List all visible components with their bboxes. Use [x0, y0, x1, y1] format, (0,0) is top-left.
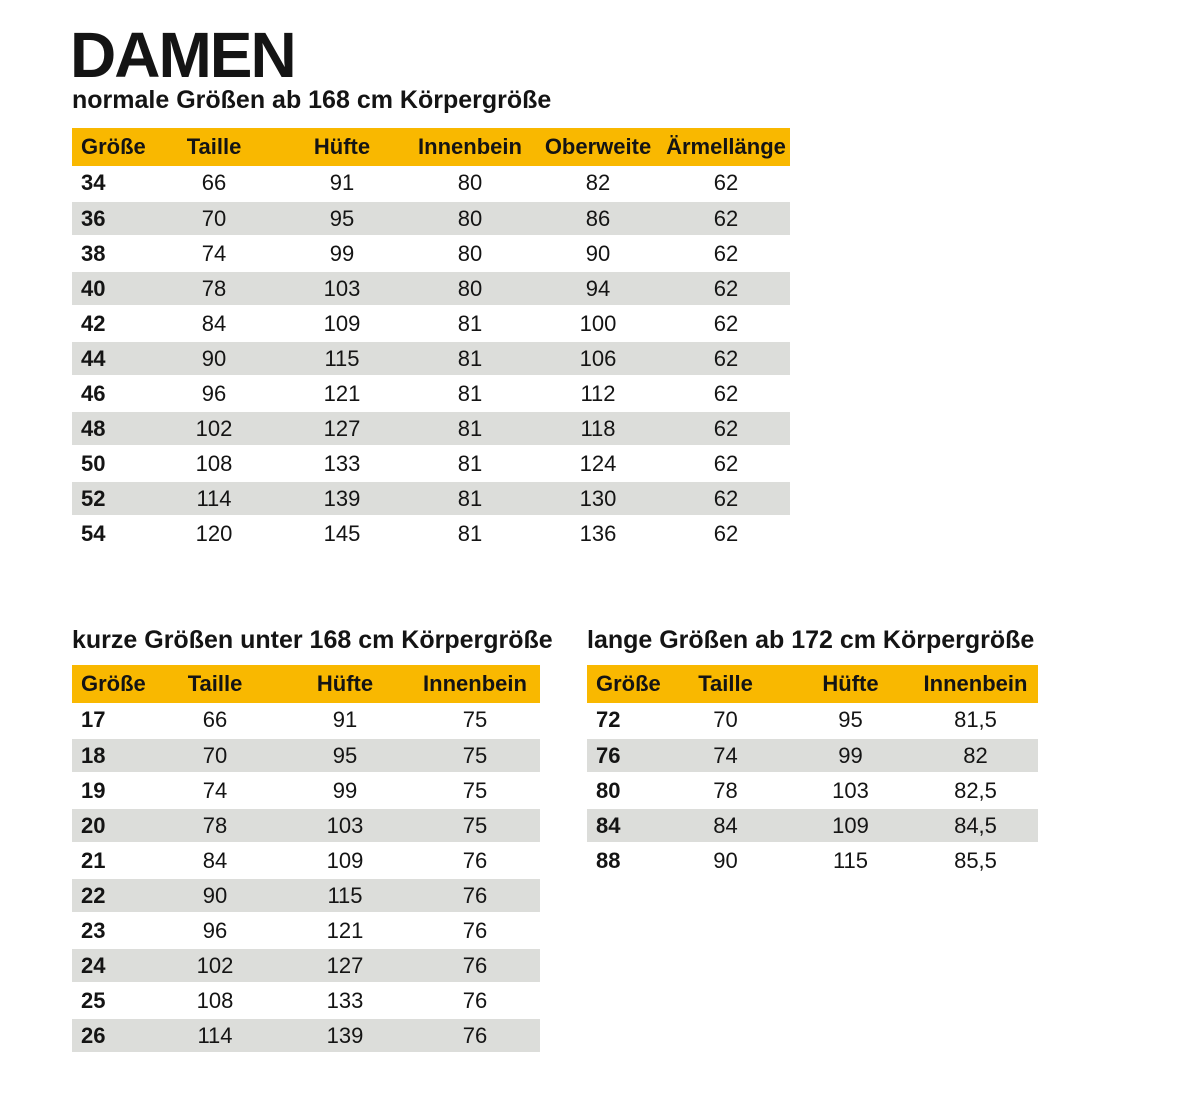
table-header-short: [72, 665, 540, 703]
column-header: Taille: [150, 665, 280, 703]
size-cell: 17: [81, 707, 106, 732]
value-cell: 62: [662, 271, 790, 306]
column-header: Größe: [72, 665, 150, 703]
table-row: [72, 306, 790, 341]
column-header: Taille: [150, 128, 278, 166]
table-row: [587, 738, 1038, 773]
column-header: Innenbein: [913, 665, 1038, 703]
size-cell: 88: [596, 847, 621, 873]
header-row: [72, 128, 790, 166]
column-header: Hüfte: [788, 665, 913, 703]
column-header: Hüfte: [280, 665, 410, 703]
value-cell: 82,5: [954, 777, 997, 803]
value-cell: 62: [713, 380, 739, 406]
value-cell: 95: [280, 738, 410, 773]
value-cell: 90: [713, 847, 738, 873]
value-cell: 66: [202, 707, 228, 732]
table-row: [72, 1018, 540, 1053]
value-cell: 62: [713, 450, 739, 476]
header-row: [587, 665, 1038, 703]
size-cell: 23: [81, 917, 106, 943]
column-header: Taille: [663, 665, 788, 703]
size-table-normal: [72, 128, 790, 552]
size-cell: 80: [596, 777, 621, 803]
table-row: [72, 446, 790, 481]
value-cell: 145: [323, 520, 361, 546]
size-cell: 21: [81, 847, 106, 873]
size-cell: 50: [81, 450, 106, 476]
value-cell: 109: [788, 808, 913, 843]
value-cell: 95: [278, 201, 406, 236]
value-cell: 127: [280, 948, 410, 983]
table-row: [72, 481, 790, 516]
value-cell: 76: [410, 1018, 540, 1053]
page-title: DAMEN: [70, 19, 295, 91]
table-row: [72, 411, 790, 446]
value-cell: 118: [534, 411, 662, 446]
size-cell: 42: [81, 310, 106, 336]
value-cell: 76: [462, 847, 488, 873]
table-row: [587, 773, 1038, 808]
table-row: [587, 843, 1038, 878]
value-cell: 90: [150, 341, 278, 376]
value-cell: 121: [323, 380, 361, 406]
value-cell: 90: [150, 878, 280, 913]
value-cell: 106: [534, 341, 662, 376]
value-cell: 74: [202, 777, 228, 803]
value-cell: 99: [788, 738, 913, 773]
value-cell: 78: [713, 777, 738, 803]
value-cell: 66: [201, 170, 227, 195]
value-cell: 99: [332, 777, 358, 803]
value-cell: 62: [662, 481, 790, 516]
table-row: [587, 703, 1038, 738]
table-body-long: [587, 703, 1038, 878]
size-cell: 38: [81, 240, 106, 266]
value-cell: 75: [410, 738, 540, 773]
value-cell: 81: [457, 450, 483, 476]
value-cell: 81,5: [954, 707, 997, 732]
value-cell: 103: [832, 777, 869, 803]
size-cell: 52: [72, 481, 150, 516]
value-cell: 108: [195, 450, 233, 476]
size-cell: 76: [587, 738, 663, 773]
value-cell: 115: [278, 341, 406, 376]
column-header: Größe: [72, 128, 150, 166]
value-cell: 108: [196, 987, 234, 1013]
value-cell: 81: [406, 481, 534, 516]
size-cell: 44: [72, 341, 150, 376]
size-cell: 84: [587, 808, 663, 843]
value-cell: 91: [332, 707, 358, 732]
value-cell: 136: [579, 520, 617, 546]
value-cell: 86: [534, 201, 662, 236]
size-cell: 19: [81, 777, 106, 803]
column-header: Innenbein: [406, 128, 534, 166]
value-cell: 62: [713, 310, 739, 336]
value-cell: 102: [150, 948, 280, 983]
size-cell: 46: [81, 380, 106, 406]
table-row: [72, 738, 540, 773]
value-cell: 80: [406, 201, 534, 236]
table-header-long: [587, 665, 1038, 703]
value-cell: 62: [662, 201, 790, 236]
value-cell: 121: [326, 917, 364, 943]
value-cell: 76: [462, 917, 488, 943]
value-cell: 100: [579, 310, 617, 336]
table-row: [72, 236, 790, 271]
table-row: [72, 878, 540, 913]
value-cell: 80: [406, 271, 534, 306]
value-cell: 99: [329, 240, 355, 266]
value-cell: 133: [326, 987, 364, 1013]
table-row: [72, 703, 540, 738]
value-cell: 90: [585, 240, 611, 266]
value-cell: 78: [150, 808, 280, 843]
size-cell: 18: [72, 738, 150, 773]
value-cell: 112: [580, 380, 616, 406]
size-cell: 36: [72, 201, 150, 236]
value-cell: 91: [329, 170, 355, 195]
value-cell: 80: [457, 170, 483, 195]
size-cell: 34: [81, 170, 106, 195]
value-cell: 81: [457, 380, 483, 406]
value-cell: 127: [278, 411, 406, 446]
value-cell: 82: [913, 738, 1038, 773]
size-cell: 26: [72, 1018, 150, 1053]
value-cell: 75: [462, 777, 488, 803]
value-cell: 102: [150, 411, 278, 446]
value-cell: 78: [150, 271, 278, 306]
table-row: [72, 271, 790, 306]
value-cell: 62: [713, 240, 739, 266]
table-row: [72, 773, 540, 808]
value-cell: 62: [713, 520, 739, 546]
size-cell: 72: [596, 707, 621, 732]
value-cell: 62: [713, 170, 739, 195]
value-cell: 76: [410, 948, 540, 983]
table-row: [72, 983, 540, 1018]
column-header: Größe: [587, 665, 663, 703]
table-row: [72, 166, 790, 201]
value-cell: 109: [326, 847, 364, 873]
value-cell: 114: [150, 481, 278, 516]
size-table-short: [72, 665, 540, 1054]
value-cell: 85,5: [954, 847, 997, 873]
value-cell: 62: [662, 411, 790, 446]
table-row: [587, 808, 1038, 843]
value-cell: 81: [406, 411, 534, 446]
table-row: [72, 913, 540, 948]
value-cell: 74: [663, 738, 788, 773]
subtitle-short-sizes: kurze Größen unter 168 cm Körpergröße: [72, 626, 553, 654]
value-cell: 133: [323, 450, 361, 476]
table-row: [72, 201, 790, 236]
column-header: Hüfte: [278, 128, 406, 166]
column-header: Oberweite: [534, 128, 662, 166]
column-header: Innenbein: [410, 665, 540, 703]
value-cell: 95: [838, 707, 863, 732]
value-cell: 109: [323, 310, 361, 336]
value-cell: 96: [202, 917, 228, 943]
size-cell: 48: [72, 411, 150, 446]
value-cell: 114: [150, 1018, 280, 1053]
table-row: [72, 948, 540, 983]
value-cell: 81: [457, 310, 483, 336]
value-cell: 124: [579, 450, 617, 476]
size-cell: 24: [72, 948, 150, 983]
table-body-normal: [72, 166, 790, 551]
value-cell: 75: [462, 707, 488, 732]
value-cell: 94: [534, 271, 662, 306]
value-cell: 80: [457, 240, 483, 266]
size-cell: 22: [72, 878, 150, 913]
value-cell: 139: [280, 1018, 410, 1053]
value-cell: 70: [150, 201, 278, 236]
value-cell: 103: [280, 808, 410, 843]
value-cell: 115: [832, 847, 869, 873]
value-cell: 96: [201, 380, 227, 406]
value-cell: 70: [150, 738, 280, 773]
table-row: [72, 516, 790, 551]
table-row: [72, 808, 540, 843]
value-cell: 81: [406, 341, 534, 376]
header-row: [72, 665, 540, 703]
size-cell: 40: [72, 271, 150, 306]
value-cell: 82: [585, 170, 611, 195]
value-cell: 115: [280, 878, 410, 913]
value-cell: 130: [534, 481, 662, 516]
value-cell: 120: [195, 520, 233, 546]
table-body-short: [72, 703, 540, 1053]
value-cell: 84: [201, 310, 227, 336]
value-cell: 84: [663, 808, 788, 843]
value-cell: 84: [202, 847, 228, 873]
value-cell: 62: [662, 341, 790, 376]
value-cell: 84,5: [913, 808, 1038, 843]
value-cell: 139: [278, 481, 406, 516]
table-row: [72, 376, 790, 411]
subtitle-long-sizes: lange Größen ab 172 cm Körpergröße: [587, 626, 1035, 654]
value-cell: 74: [201, 240, 227, 266]
value-cell: 103: [278, 271, 406, 306]
value-cell: 70: [713, 707, 738, 732]
table-row: [72, 341, 790, 376]
size-table-long: [587, 665, 1038, 879]
value-cell: 76: [462, 987, 488, 1013]
size-cell: 25: [81, 987, 106, 1013]
value-cell: 76: [410, 878, 540, 913]
subtitle-normal-sizes: normale Größen ab 168 cm Körpergröße: [72, 86, 552, 114]
value-cell: 81: [457, 520, 483, 546]
size-cell: 54: [81, 520, 106, 546]
column-header: Ärmellänge: [662, 128, 790, 166]
value-cell: 75: [410, 808, 540, 843]
table-header-normal: [72, 128, 790, 166]
table-row: [72, 843, 540, 878]
size-cell: 20: [72, 808, 150, 843]
